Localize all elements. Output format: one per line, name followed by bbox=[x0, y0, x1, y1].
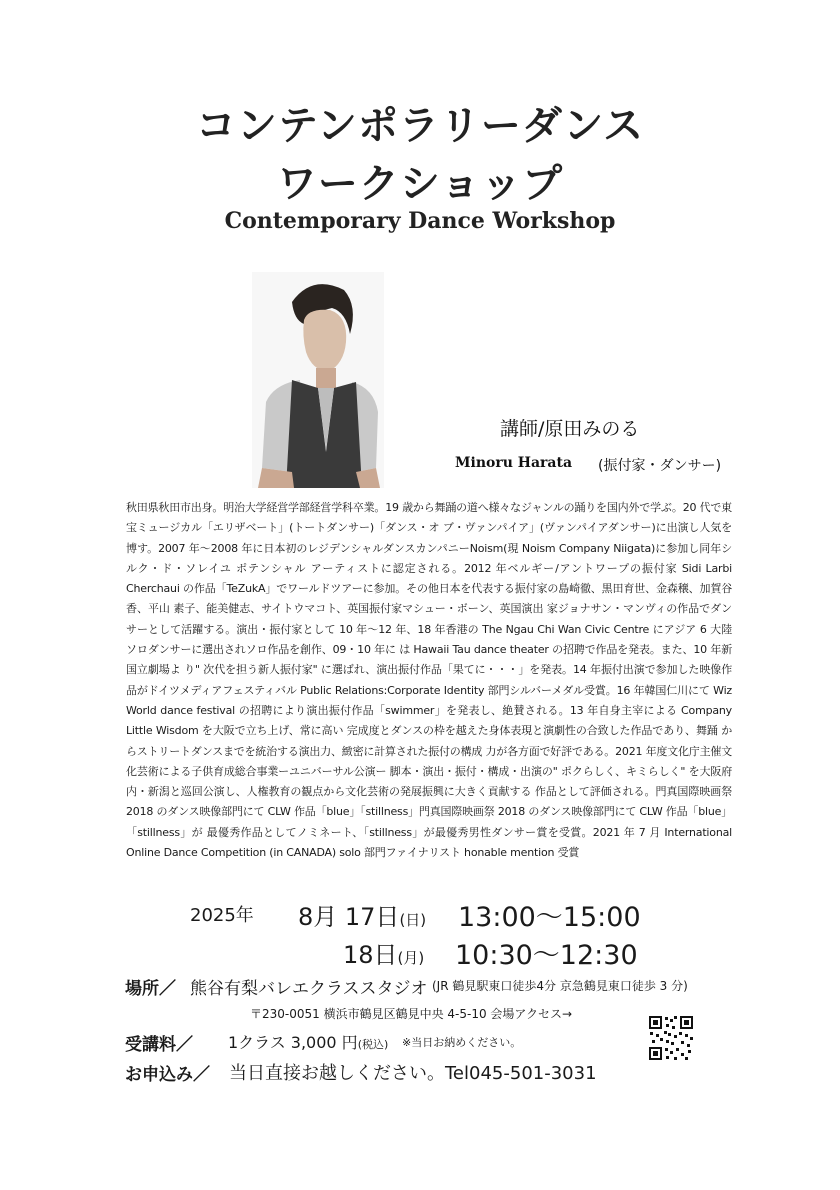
venue-address: 〒230-0051 横浜市鶴見区鶴見中央 4-5-10 会場アクセス→ bbox=[250, 1007, 573, 1021]
fee-amount: 1クラス 3,000 円 bbox=[228, 1033, 358, 1052]
title-english: Contemporary Dance Workshop bbox=[224, 208, 616, 234]
schedule-year: 2025年 bbox=[190, 905, 254, 926]
venue-label: 場所／ bbox=[125, 979, 176, 999]
schedule-time-1: 13:00～15:00 bbox=[458, 902, 641, 933]
instructor-name-en: Minoru Harata bbox=[455, 455, 573, 471]
weekday-2: (月) bbox=[397, 949, 425, 967]
fee-note: ※当日お納めください。 bbox=[402, 1036, 522, 1049]
apply-label: お申込み／ bbox=[125, 1065, 210, 1085]
instructor-photo bbox=[252, 272, 384, 488]
apply-value: 当日直接お越しください。Tel045-501-3031 bbox=[229, 1063, 597, 1084]
weekday-1: (日) bbox=[399, 911, 427, 929]
fee-label: 受講料／ bbox=[125, 1035, 193, 1055]
date-1: 8月 17日 bbox=[298, 903, 400, 931]
instructor-label: 講師/原田みのる bbox=[500, 418, 640, 440]
schedule-time-2: 10:30～12:30 bbox=[455, 940, 638, 971]
fee-value bbox=[228, 1030, 388, 1053]
title-line-2: ワークショップ bbox=[276, 161, 564, 207]
qr-code-icon[interactable] bbox=[648, 1015, 694, 1061]
biography-text: 秋田県秋田市出身。明治大学経営学部経営学科卒業。19 歳から舞踊の道へ様々なジャンルの踊りを国内外で学ぶ。20 代で東宝ミュージカル「エリザベート」(トートダンサー)「ダンス・オ ブ・ヴァンパイア」(ヴァンパイアダンサー)に出演し人気を博す。2007 年～2008 年に日本初のレジデンシャルダンスカンパニーNoism(現 Noism Company Niigata)に参加し同年シルク・ド・ソレイユ ポテンシャル アーティストに認定される。2012 年ベルギー/アントワープの振付家 Sidi Larbi Cherchaui の作品「TeZukA」でワールドツアーに参加。その他日本を代表する振付家の島崎徹、黒田育世、金森穣、加賀谷香、平山 素子、能美健志、サイトウマコト、英国振付家マシュー・ボーン、英国演出 家ジョナサン・マンヴィの作品でダンサーとして活躍する。演出・振付家として 10 年～12 年、18 年香港の The Ngau Chi Wan Civic Centre にアジア 6 大陸ソロダンサーに選出されソロ作品を創作、09・10 年に は Hawaii Tau dance theater の招聘で作品を発表。また、10 年新国立劇場よ り" 次代を担う新人振付家" に選ばれ、演出振付作品「果てに・・・」を発表。14 年振付出演で参加した映像作品がドイツメディアフェスティバル Public Relations:Corporate Identity 部門シルバーメダル受賞。16 年韓国仁川にて Wiz World dance festival の招聘により演出振付作品「swimmer」を発表し、絶賛される。13 年自身主宰による Company Little Wisdom を大阪で立ち上げ、常に高い 完成度とダンスの枠を越えた身体表現と演劇性の合致した作品であり、舞踊 からストリートダンスまでを統治する演出力、緻密に計算された振付の構成 力が各方面で好評である。2021 年度文化庁主催文化芸術による子供育成総合事業ーユニバーサル公演ー 脚本・演出・振付・構成・出演の" ポクらしく、キミらしく" を大阪府内・新潟と巡回公演し、人権教育の観点から文化芸術の発展振興に大きく貢献する 作品として評価される。門真国際映画祭 2018 のダンス映像部門にて CLW 作品「blue」「stillness」門真国際映画祭 2018 のダンス映像部門にて CLW 作品「blue」「stillness」が 最優秀作品としてノミネート、「stillness」が最優秀男性ダンサー賞を受賞。2021 年 7 月 International Online Dance Competition (in CANADA) solo 部門ファイナリスト honable mention 受賞 bbox=[126, 501, 732, 860]
schedule-date-2 bbox=[343, 935, 424, 970]
biography bbox=[126, 498, 732, 863]
date-2: 18日 bbox=[343, 941, 398, 969]
schedule-date-1 bbox=[298, 897, 426, 932]
title-line-1: コンテンポラリーダンス bbox=[195, 103, 645, 149]
fee-tax: (税込) bbox=[357, 1038, 389, 1051]
venue-access: (JR 鶴見駅東口徒歩4分 京急鶴見東口徒歩 3 分) bbox=[432, 979, 688, 993]
instructor-role: (振付家・ダンサー) bbox=[598, 458, 722, 474]
venue-name: 熊谷有梨バレエクラススタジオ bbox=[190, 979, 428, 999]
